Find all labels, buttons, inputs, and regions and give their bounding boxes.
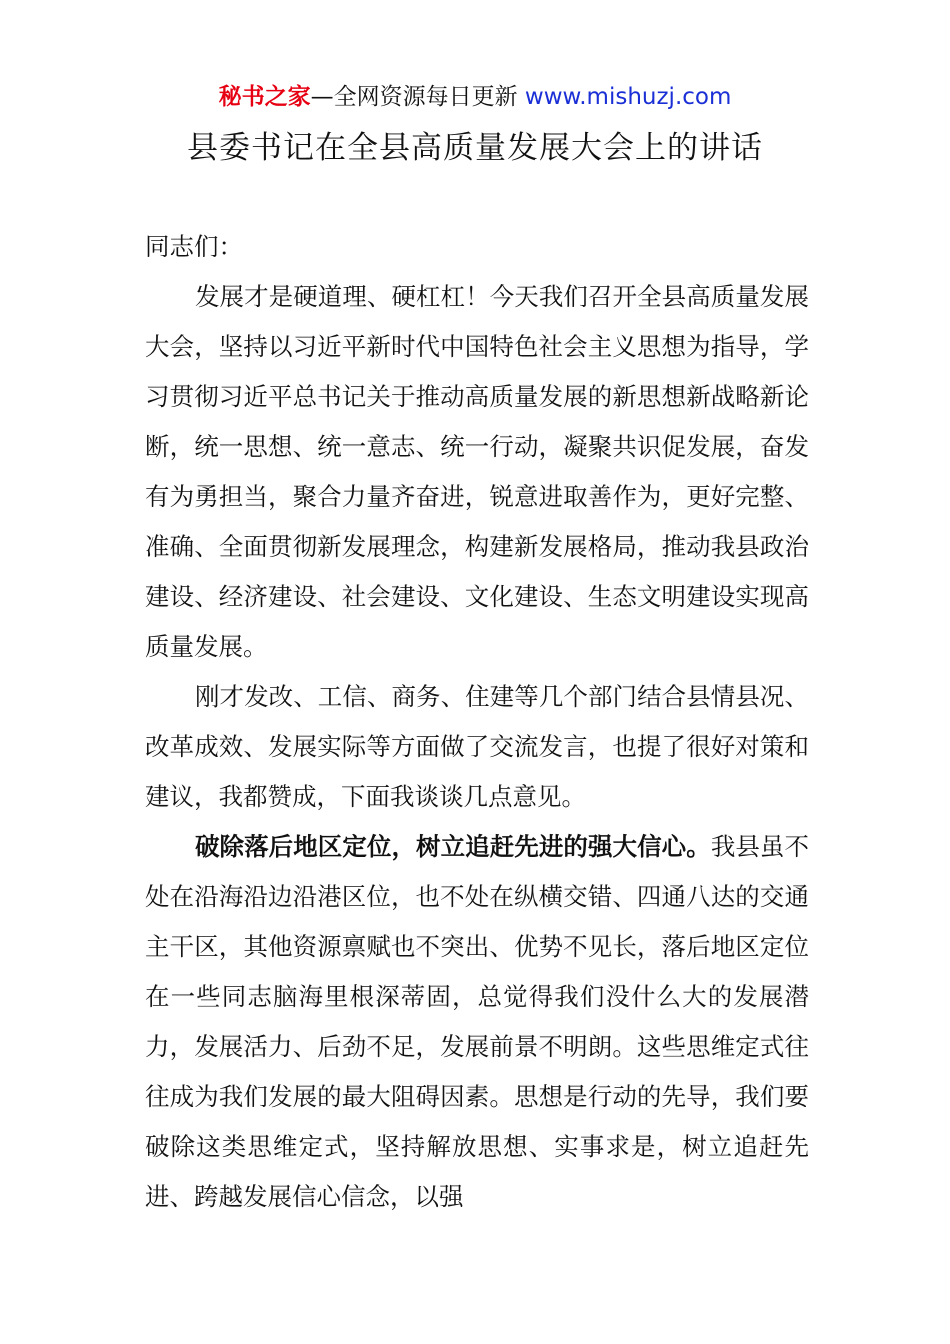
site-header — [0, 82, 950, 112]
paragraph-1: 发展才是硬道理、硬杠杠！今天我们召开全县高质量发展大会，坚持以习近平新时代中国特色社会主义思想为指导，学习贯彻习近平总书记关于推动高质量发展的新思想新战略新论断，统一思想、统一意志、统一行动，凝聚共识促发展，奋发有为勇担当，聚合力量齐奋进，锐意进取善作为，更好完整、准确、全面贯彻新发展理念，构建新发展格局，推动我县政治建设、经济建设、社会建设、文化建设、生态文明建设实现高质量发展。 — [145, 282, 809, 661]
paragraph-2: 刚才发改、工信、商务、住建等几个部门结合县情县况、改革成效、发展实际等方面做了交流发言，也提了很好对策和建议，我都赞成，下面我谈谈几点意见。 — [145, 682, 809, 811]
site-tagline: —全网资源每日更新 — [310, 84, 525, 110]
paragraph-3 — [145, 822, 809, 1222]
document-title: 县委书记在全县高质量发展大会上的讲话 — [187, 130, 763, 166]
salutation: 同志们： — [145, 232, 243, 261]
paragraph-3-lead: 破除落后地区定位，树立追赶先进的强大信心。 — [195, 832, 711, 861]
site-brand: 秘书之家 — [218, 84, 311, 110]
site-url-link[interactable]: www.mishuzj.com — [524, 84, 732, 110]
document-body — [145, 222, 809, 1222]
paragraph-3-text: 我县虽不处在沿海沿边沿港区位，也不处在纵横交错、四通八达的交通主干区，其他资源禀赋也不突出、优势不见长，落后地区定位在一些同志脑海里根深蒂固，总觉得我们没什么大的发展潜力，发展活力、后劲不足，发展前景不明朗。这些思维定式往往成为我们发展的最大阻碍因素。思想是行动的先导，我们要破除这类思维定式，坚持解放思想、实事求是，树立追赶先进、跨越发展信心信念，以强 — [145, 832, 809, 1211]
